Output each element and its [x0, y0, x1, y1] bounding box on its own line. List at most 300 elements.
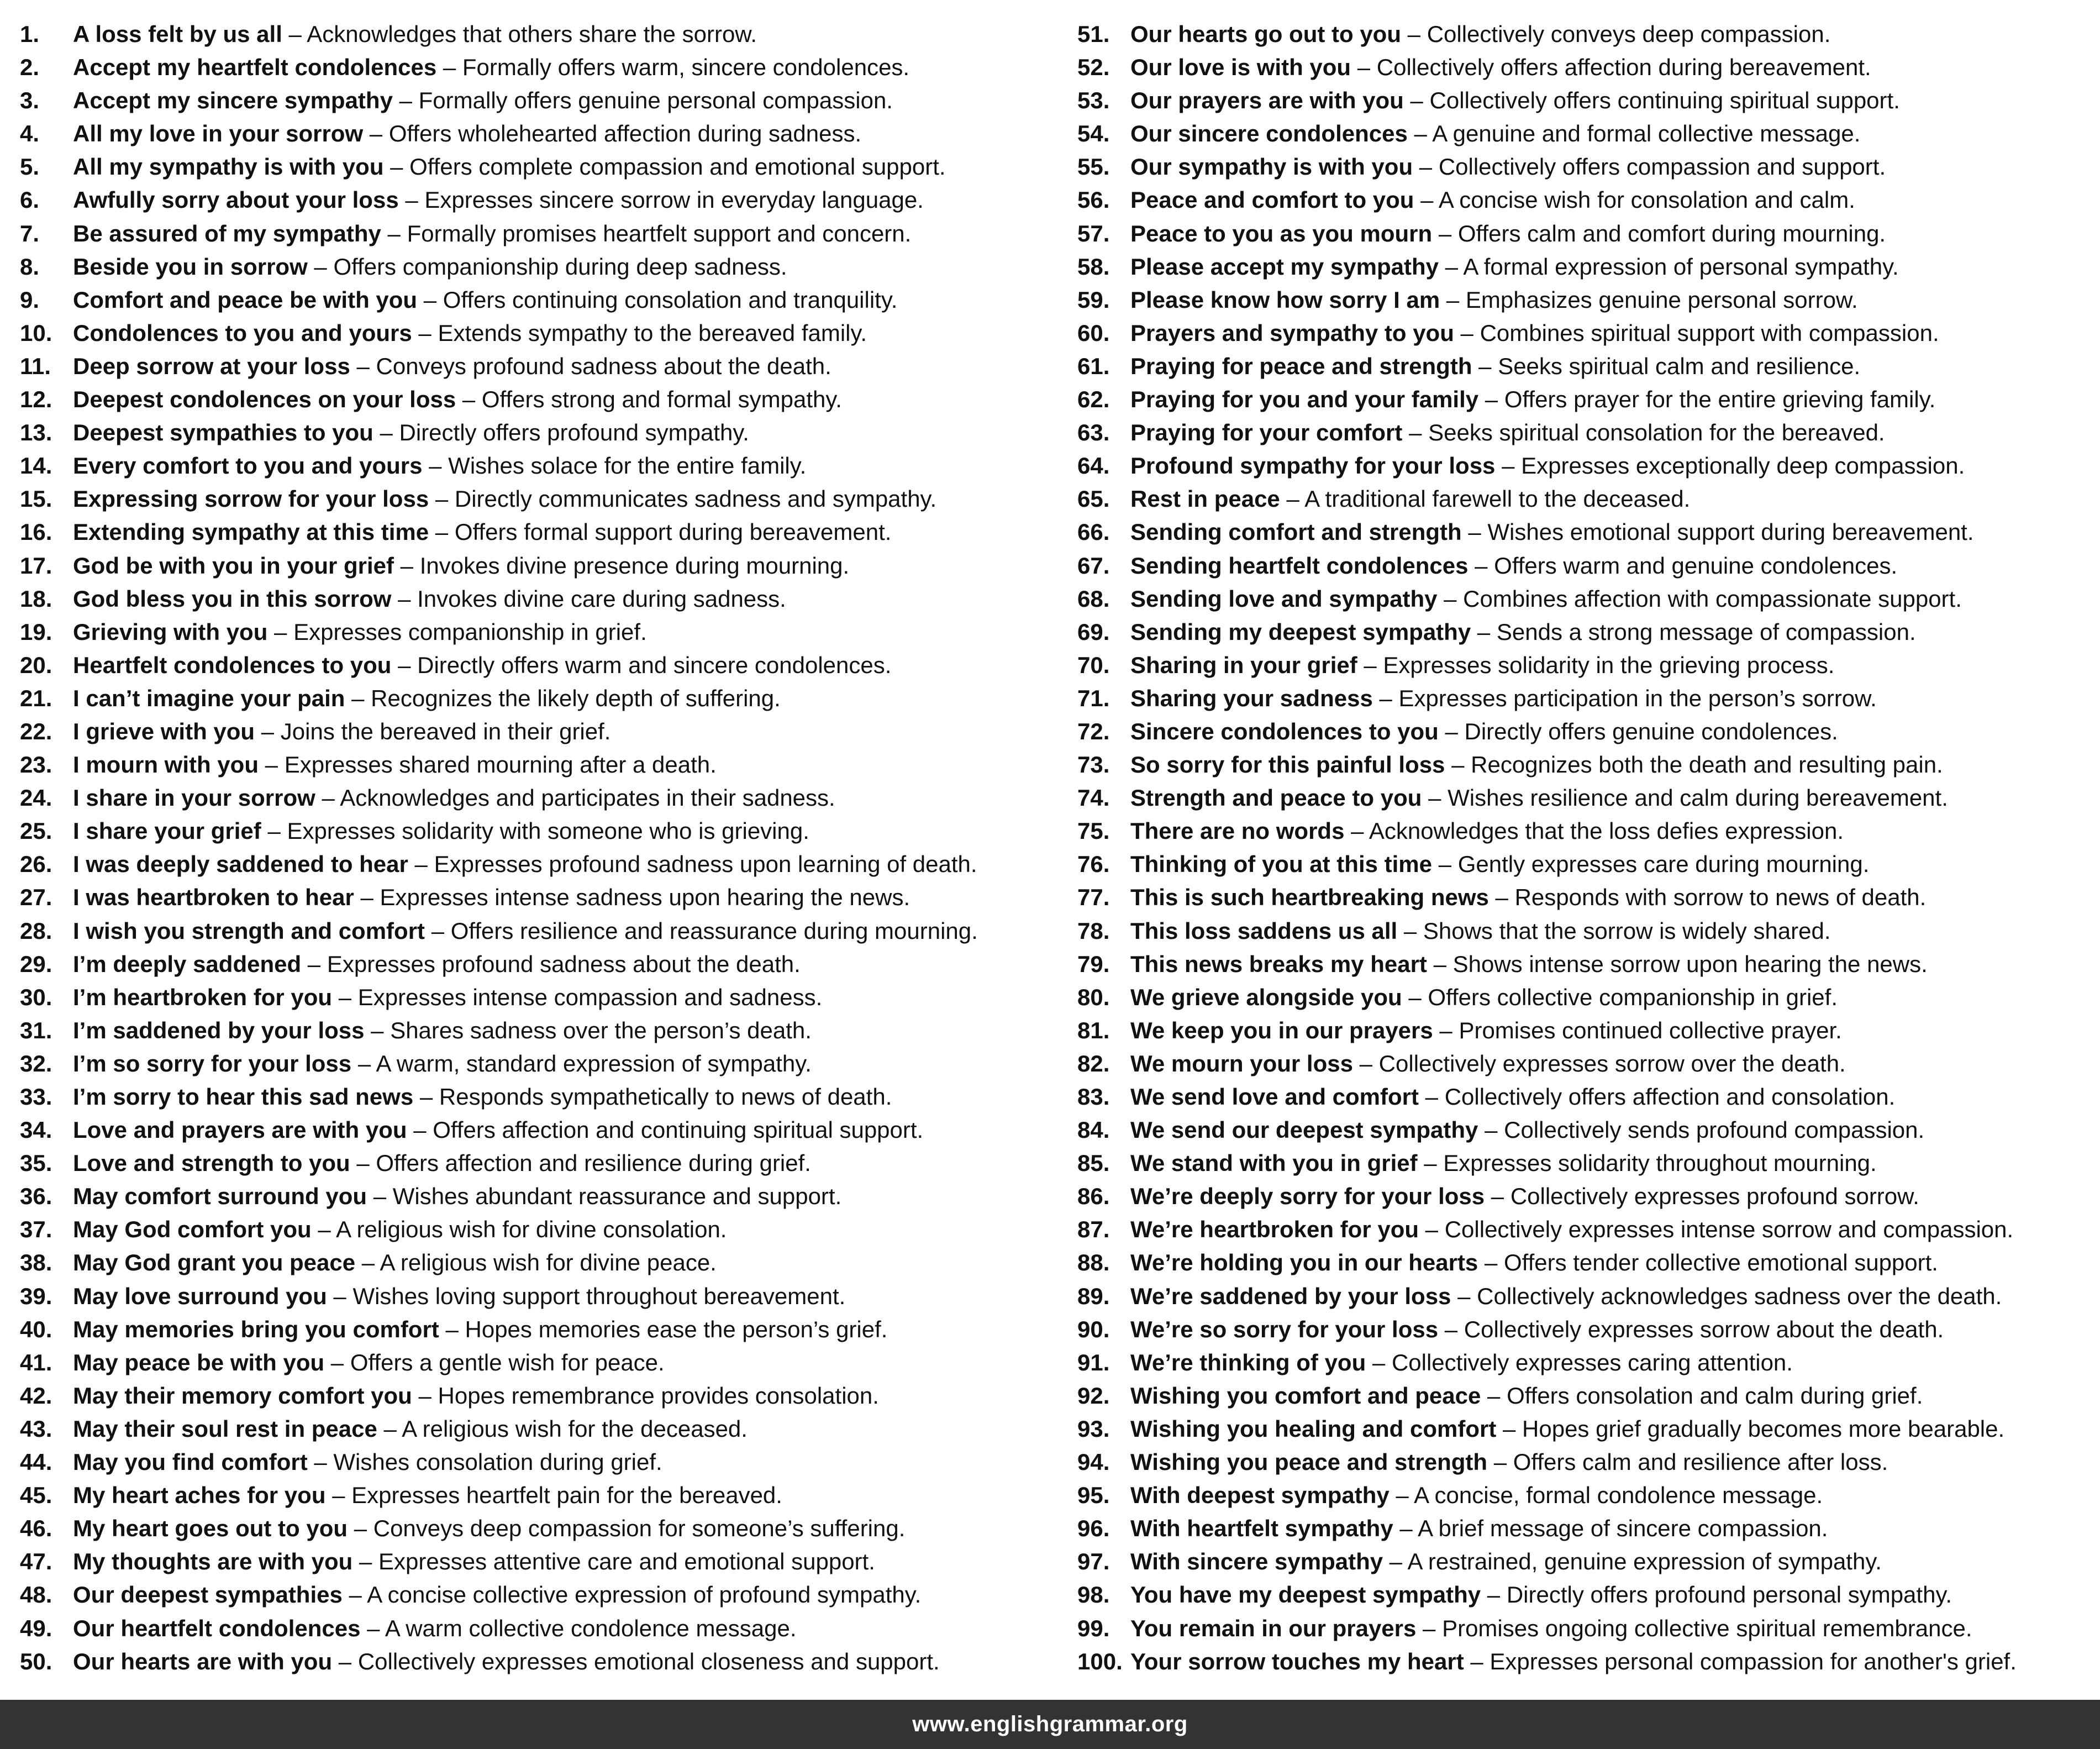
item-dash: –: [1478, 1249, 1504, 1276]
list-item: [1077, 682, 2094, 715]
item-description: Invokes divine presence during mourning.: [419, 552, 850, 579]
item-description: Seeks spiritual consolation for the bereaved.: [1428, 419, 1885, 446]
item-phrase: All my sympathy is with you: [73, 154, 384, 180]
item-phrase: Praying for you and your family: [1130, 386, 1479, 413]
item-number: 82.: [1077, 1050, 1110, 1076]
item-phrase: Sending love and sympathy: [1130, 585, 1438, 612]
item-text: [73, 449, 806, 482]
item-number: 28.: [20, 917, 52, 944]
item-description: A concise, formal condolence message.: [1414, 1482, 1823, 1509]
list-item: [20, 1612, 1059, 1645]
item-description: A religious wish for divine consolation.: [336, 1216, 727, 1243]
item-number: 74.: [1077, 785, 1110, 811]
item-dash: –: [422, 453, 449, 479]
item-dash: –: [1357, 652, 1383, 678]
item-text: [73, 848, 977, 881]
item-phrase: Wishing you healing and comfort: [1130, 1415, 1497, 1442]
item-dash: –: [425, 917, 451, 944]
item-number: 61.: [1077, 353, 1110, 379]
list-item: [1077, 1180, 2094, 1213]
item-text: [73, 981, 822, 1014]
item-dash: –: [1432, 220, 1458, 246]
item-phrase: May their memory comfort you: [73, 1382, 412, 1409]
item-number: 55.: [1077, 154, 1110, 180]
list-item: [20, 1280, 1059, 1313]
list-item: [1077, 217, 2094, 250]
list-item: [20, 1578, 1059, 1611]
item-text: [1130, 350, 1860, 383]
item-text: [1130, 283, 1858, 317]
item-text: [73, 1246, 717, 1279]
item-phrase: May you find comfort: [73, 1449, 308, 1475]
item-text: [73, 1412, 748, 1446]
item-dash: –: [373, 419, 399, 446]
list-item: [1077, 516, 2094, 549]
item-description: Offers complete compassion and emotional support.: [409, 154, 946, 180]
item-dash: –: [1413, 154, 1439, 180]
item-text: [73, 1612, 797, 1645]
item-text: [1130, 416, 1885, 449]
item-phrase: I share in your sorrow: [73, 785, 315, 811]
list-item: [20, 682, 1059, 715]
item-dash: –: [255, 718, 281, 744]
item-description: Promises continued collective prayer.: [1459, 1017, 1842, 1043]
item-phrase: Our sincere condolences: [1130, 120, 1408, 147]
item-description: Directly offers genuine condolences.: [1464, 718, 1838, 744]
list-item: [20, 383, 1059, 416]
item-description: Joins the bereaved in their grief.: [280, 718, 611, 744]
item-description: Expresses participation in the person’s sorrow.: [1398, 685, 1877, 711]
item-phrase: This is such heartbreaking news: [1130, 884, 1489, 911]
item-text: [1130, 981, 1838, 1014]
item-text: [1130, 649, 1834, 682]
list-item: [20, 981, 1059, 1014]
item-dash: –: [282, 21, 307, 47]
item-description: Directly offers profound personal sympathy.: [1506, 1582, 1952, 1608]
item-number: 42.: [20, 1382, 52, 1409]
item-number: 21.: [20, 685, 52, 711]
list-item: [1077, 582, 2094, 616]
list-item: [1077, 1645, 2094, 1678]
list-item: [20, 150, 1059, 183]
item-description: Collectively offers affection during bereavement.: [1376, 54, 1871, 81]
item-phrase: Peace to you as you mourn: [1130, 220, 1433, 246]
item-number: 34.: [20, 1117, 52, 1143]
item-description: Shows intense sorrow upon hearing the news.: [1452, 950, 1928, 977]
item-text: [1130, 1147, 1877, 1180]
item-description: Offers calm and comfort during mourning.: [1457, 220, 1886, 246]
list-item: [1077, 948, 2094, 981]
list-item: [20, 1114, 1059, 1147]
item-number: 84.: [1077, 1117, 1110, 1143]
item-number: 7.: [20, 220, 40, 246]
list-item: [1077, 383, 2094, 416]
item-description: Expresses personal compassion for another's grief.: [1490, 1648, 2017, 1674]
item-number: 47.: [20, 1548, 52, 1575]
list-item: [1077, 1313, 2094, 1346]
item-description: Formally offers warm, sincere condolences.: [462, 54, 910, 81]
item-phrase: Heartfelt condolences to you: [73, 652, 392, 678]
item-number: 63.: [1077, 419, 1110, 446]
list-item: [20, 84, 1059, 117]
item-phrase: This news breaks my heart: [1130, 950, 1427, 977]
item-text: [73, 1213, 727, 1246]
item-text: [73, 649, 891, 682]
item-number: 36.: [20, 1183, 52, 1210]
item-number: 96.: [1077, 1515, 1110, 1542]
list-item: [1077, 250, 2094, 283]
item-description: Expresses exceptionally deep compassion.: [1521, 453, 1965, 479]
list-item: [20, 1412, 1059, 1446]
item-number: 40.: [20, 1316, 52, 1342]
item-phrase: Our sympathy is with you: [1130, 154, 1413, 180]
item-phrase: Accept my sincere sympathy: [73, 87, 393, 114]
list-item: [1077, 649, 2094, 682]
item-description: A concise collective expression of profound sympathy.: [367, 1582, 922, 1608]
item-text: [73, 482, 936, 516]
item-text: [1130, 449, 1965, 482]
item-dash: –: [1451, 1283, 1477, 1309]
item-phrase: We’re heartbroken for you: [1130, 1216, 1419, 1243]
item-number: 11.: [20, 353, 51, 379]
list-item: [1077, 1612, 2094, 1645]
item-text: [1130, 781, 1948, 815]
item-phrase: We’re thinking of you: [1130, 1349, 1366, 1375]
item-description: Collectively expresses sorrow about the death.: [1464, 1316, 1944, 1342]
item-dash: –: [1495, 453, 1522, 479]
item-dash: –: [1438, 253, 1464, 280]
list-item: [1077, 1379, 2094, 1412]
list-item: [1077, 150, 2094, 183]
item-dash: –: [391, 585, 418, 612]
list-item: [20, 183, 1059, 217]
item-text: [1130, 1645, 2017, 1678]
list-item: [1077, 317, 2094, 350]
item-number: 1.: [20, 21, 40, 47]
item-text: [73, 1014, 812, 1047]
list-item: [1077, 881, 2094, 914]
item-description: Extends sympathy to the bereaved family.: [438, 319, 867, 346]
list-item: [1077, 183, 2094, 217]
item-description: Expresses intense sadness upon hearing the news.: [380, 884, 910, 911]
item-dash: –: [1419, 1084, 1445, 1110]
item-dash: –: [1471, 618, 1497, 645]
item-phrase: Peace and comfort to you: [1130, 187, 1414, 213]
item-phrase: I wish you strength and comfort: [73, 917, 425, 944]
list-item: [20, 1213, 1059, 1246]
item-dash: –: [307, 1449, 334, 1475]
item-number: 87.: [1077, 1216, 1110, 1243]
item-number: 76.: [1077, 851, 1110, 878]
list-item: [20, 1512, 1059, 1545]
item-number: 48.: [20, 1582, 52, 1608]
item-phrase: I was deeply saddened to hear: [73, 851, 408, 878]
item-number: 57.: [1077, 220, 1110, 246]
item-description: Offers strong and formal sympathy.: [481, 386, 842, 413]
item-text: [73, 317, 867, 350]
item-number: 13.: [20, 419, 52, 446]
item-phrase: May peace be with you: [73, 1349, 325, 1375]
item-phrase: I’m so sorry for your loss: [73, 1050, 352, 1076]
item-description: Recognizes the likely depth of suffering.: [371, 685, 781, 711]
item-description: Hopes memories ease the person’s grief.: [465, 1316, 888, 1342]
item-number: 77.: [1077, 884, 1110, 911]
item-phrase: May their soul rest in peace: [73, 1415, 377, 1442]
item-text: [73, 1479, 782, 1512]
item-dash: –: [1464, 1648, 1490, 1674]
item-dash: –: [1366, 1349, 1392, 1375]
item-phrase: Our deepest sympathies: [73, 1582, 343, 1608]
item-text: [73, 948, 801, 981]
list-item: [20, 549, 1059, 582]
list-item: [1077, 84, 2094, 117]
item-dash: –: [355, 1249, 380, 1276]
item-number: 91.: [1077, 1349, 1110, 1375]
item-text: [73, 915, 978, 948]
item-description: Offers companionship during deep sadness.: [333, 253, 787, 280]
list-item: [1077, 1446, 2094, 1479]
item-text: [1130, 1213, 2013, 1246]
item-number: 8.: [20, 253, 40, 280]
item-number: 51.: [1077, 21, 1110, 47]
item-text: [1130, 150, 1886, 183]
item-text: [1130, 948, 1928, 981]
item-description: Offers continuing consolation and tranquility.: [443, 286, 898, 313]
list-item: [1077, 815, 2094, 848]
item-description: Wishes solace for the entire family.: [448, 453, 807, 479]
item-phrase: May memories bring you comfort: [73, 1316, 439, 1342]
item-text: [73, 1346, 665, 1379]
list-item: [20, 1645, 1059, 1678]
item-description: A formal expression of personal sympathy.: [1463, 253, 1899, 280]
item-dash: –: [1401, 21, 1427, 47]
item-phrase: Deep sorrow at your loss: [73, 353, 350, 379]
item-dash: –: [364, 1017, 391, 1043]
item-phrase: A loss felt by us all: [73, 21, 282, 47]
list-item: [20, 815, 1059, 848]
item-text: [1130, 1080, 1895, 1114]
item-number: 59.: [1077, 286, 1110, 313]
item-phrase: We send our deepest sympathy: [1130, 1117, 1478, 1143]
item-text: [73, 250, 787, 283]
list-item: [1077, 981, 2094, 1014]
item-dash: –: [1496, 1415, 1523, 1442]
item-dash: –: [307, 253, 334, 280]
list-item: [20, 250, 1059, 283]
item-dash: –: [325, 1482, 352, 1509]
item-number: 81.: [1077, 1017, 1110, 1043]
item-text: [73, 1114, 923, 1147]
item-number: 62.: [1077, 386, 1110, 413]
item-description: A warm collective condolence message.: [385, 1615, 797, 1641]
item-text: [73, 183, 924, 217]
item-dash: –: [1419, 1216, 1445, 1243]
list-item: [20, 781, 1059, 815]
item-number: 65.: [1077, 486, 1110, 512]
item-text: [73, 781, 835, 815]
item-dash: –: [1416, 1615, 1443, 1641]
item-dash: –: [1472, 353, 1498, 379]
item-phrase: Deepest sympathies to you: [73, 419, 373, 446]
item-phrase: We stand with you in grief: [1130, 1150, 1418, 1176]
item-phrase: Extending sympathy at this time: [73, 519, 429, 545]
item-description: Acknowledges and participates in their sadness.: [340, 785, 835, 811]
item-phrase: Thinking of you at this time: [1130, 851, 1432, 878]
item-text: [1130, 1612, 1972, 1645]
item-number: 69.: [1077, 618, 1110, 645]
item-text: [1130, 915, 1831, 948]
item-description: Offers formal support during bereavement.: [454, 519, 892, 545]
item-dash: –: [394, 552, 420, 579]
item-dash: –: [1468, 552, 1494, 579]
item-description: Collectively offers compassion and support.: [1438, 154, 1886, 180]
list-item: [1077, 1346, 2094, 1379]
item-text: [73, 1313, 887, 1346]
item-dash: –: [1393, 1515, 1418, 1542]
item-phrase: I’m saddened by your loss: [73, 1017, 365, 1043]
item-description: Wishes resilience and calm during bereavement.: [1448, 785, 1948, 811]
item-dash: –: [354, 884, 380, 911]
item-description: A religious wish for the deceased.: [402, 1415, 748, 1442]
item-description: Shows that the sorrow is widely shared.: [1423, 917, 1831, 944]
item-number: 10.: [20, 319, 52, 346]
item-dash: –: [1438, 718, 1465, 744]
item-phrase: I’m heartbroken for you: [73, 984, 333, 1010]
item-phrase: We’re holding you in our hearts: [1130, 1249, 1478, 1276]
item-description: Hopes grief gradually becomes more bearable.: [1522, 1415, 2005, 1442]
item-text: [1130, 250, 1899, 283]
list-item: [1077, 1213, 2094, 1246]
item-number: 78.: [1077, 917, 1110, 944]
item-dash: –: [332, 984, 358, 1010]
item-dash: –: [350, 353, 376, 379]
item-dash: –: [1383, 1548, 1408, 1575]
list-item: [20, 1313, 1059, 1346]
item-phrase: Accept my heartfelt condolences: [73, 54, 437, 81]
list-item: [1077, 616, 2094, 649]
item-description: Hopes remembrance provides consolation.: [438, 1382, 879, 1409]
item-description: A traditional farewell to the deceased.: [1304, 486, 1691, 512]
item-phrase: Comfort and peace be with you: [73, 286, 418, 313]
item-phrase: You have my deepest sympathy: [1130, 1582, 1481, 1608]
list-item: [1077, 283, 2094, 317]
item-dash: –: [392, 87, 419, 114]
item-phrase: Our prayers are with you: [1130, 87, 1404, 114]
list-item: [20, 317, 1059, 350]
list-item: [1077, 482, 2094, 516]
item-text: [1130, 117, 1860, 150]
item-text: [73, 748, 717, 781]
item-number: 83.: [1077, 1084, 1110, 1110]
item-number: 89.: [1077, 1283, 1110, 1309]
item-description: Offers affection and resilience during grief.: [376, 1150, 811, 1176]
item-dash: –: [261, 818, 287, 844]
list-item: [20, 881, 1059, 914]
item-number: 85.: [1077, 1150, 1110, 1176]
item-dash: –: [407, 1117, 433, 1143]
list-item: [1077, 1147, 2094, 1180]
list-item: [20, 516, 1059, 549]
item-dash: –: [1485, 1183, 1510, 1210]
item-number: 3.: [20, 87, 40, 114]
item-description: Collectively offers affection and consolation.: [1444, 1084, 1896, 1110]
item-description: Acknowledges that others share the sorrow.: [307, 21, 757, 47]
item-text: [1130, 383, 1935, 416]
item-dash: –: [429, 519, 455, 545]
item-description: Offers affection and continuing spiritual support.: [433, 1117, 924, 1143]
item-text: [1130, 682, 1877, 715]
item-text: [1130, 1346, 1793, 1379]
item-number: 92.: [1077, 1382, 1110, 1409]
item-number: 99.: [1077, 1615, 1110, 1641]
item-dash: –: [363, 120, 389, 147]
item-text: [1130, 582, 1962, 616]
list-item: [1077, 449, 2094, 482]
item-phrase: This loss saddens us all: [1130, 917, 1398, 944]
list-item: [1077, 848, 2094, 881]
item-dash: –: [327, 1283, 353, 1309]
list-item: [20, 1545, 1059, 1578]
item-dash: –: [1280, 486, 1305, 512]
item-number: 70.: [1077, 652, 1110, 678]
list-item: [1077, 915, 2094, 948]
item-description: Conveys profound sadness about the death.: [376, 353, 831, 379]
item-description: Expresses companionship in grief.: [293, 618, 647, 645]
item-text: [1130, 516, 1974, 549]
list-item: [1077, 1512, 2094, 1545]
item-number: 88.: [1077, 1249, 1110, 1276]
item-number: 41.: [20, 1349, 52, 1375]
item-phrase: I’m sorry to hear this sad news: [73, 1084, 414, 1110]
item-description: Responds with sorrow to news of death.: [1514, 884, 1927, 911]
list-item: [20, 482, 1059, 516]
list-item: [20, 1014, 1059, 1047]
item-number: 97.: [1077, 1548, 1110, 1575]
item-phrase: God bless you in this sorrow: [73, 585, 392, 612]
item-phrase: Sharing your sadness: [1130, 685, 1373, 711]
item-phrase: With heartfelt sympathy: [1130, 1515, 1393, 1542]
item-number: 4.: [20, 120, 40, 147]
item-phrase: Our hearts go out to you: [1130, 21, 1401, 47]
item-text: [1130, 84, 1900, 117]
item-number: 54.: [1077, 120, 1110, 147]
item-number: 9.: [20, 286, 40, 313]
item-description: Collectively acknowledges sadness over the death.: [1477, 1283, 2002, 1309]
item-text: [73, 1180, 841, 1213]
item-description: Collectively offers continuing spiritual support.: [1429, 87, 1900, 114]
item-text: [73, 217, 911, 250]
item-phrase: Our heartfelt condolences: [73, 1615, 361, 1641]
item-text: [1130, 715, 1838, 748]
item-text: [73, 283, 897, 317]
item-number: 20.: [20, 652, 52, 678]
list-item: [1077, 1114, 2094, 1147]
item-dash: –: [345, 685, 371, 711]
item-text: [1130, 549, 1897, 582]
item-phrase: We’re so sorry for your loss: [1130, 1316, 1439, 1342]
list-item: [20, 582, 1059, 616]
item-text: [1130, 1578, 1952, 1611]
item-description: Formally promises heartfelt support and concern.: [407, 220, 912, 246]
item-description: Directly offers warm and sincere condolences.: [417, 652, 892, 678]
item-dash: –: [1481, 1382, 1507, 1409]
list-item: [1077, 117, 2094, 150]
item-dash: –: [311, 1216, 336, 1243]
item-dash: –: [1351, 54, 1377, 81]
item-number: 66.: [1077, 519, 1110, 545]
website-link[interactable]: www.englishgrammar.org: [912, 1712, 1188, 1736]
item-number: 100.: [1077, 1648, 1123, 1674]
